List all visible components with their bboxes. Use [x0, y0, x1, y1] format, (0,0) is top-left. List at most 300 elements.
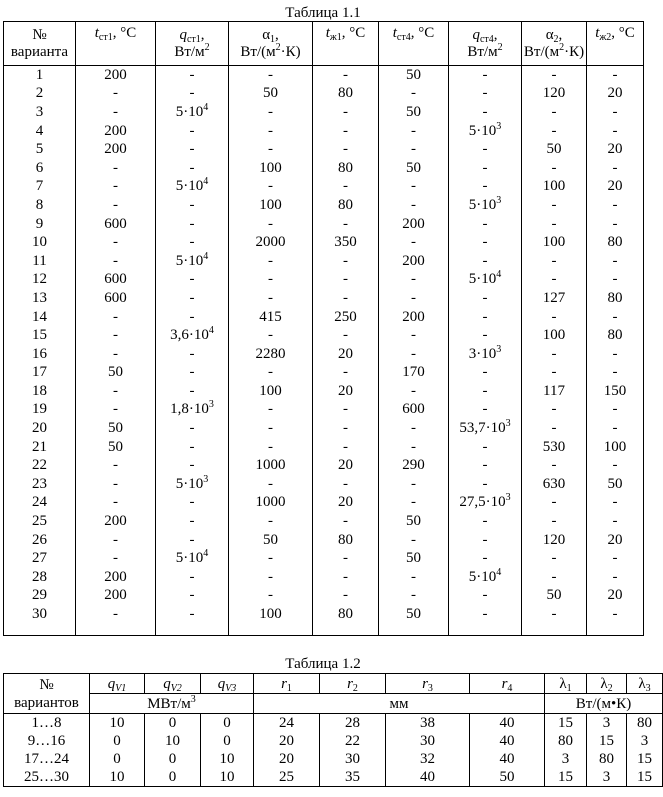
cell-t-st1: -	[76, 159, 156, 178]
table-1-2-caption: Таблица 1.2	[285, 656, 361, 672]
cell-t-zh2: -	[587, 66, 644, 85]
cell-alpha2: -	[522, 345, 587, 364]
header-r1-subscript: 1	[286, 682, 292, 694]
header-t-zh1	[313, 22, 379, 66]
table-row	[4, 512, 644, 531]
cell-t-zh2: -	[587, 122, 644, 141]
cell-t-zh2: -	[587, 308, 644, 327]
cell-alpha1: -	[229, 419, 313, 438]
cell-q-st4: -	[449, 289, 522, 308]
cell-t-st4: 600	[379, 401, 449, 420]
table-row	[4, 605, 644, 636]
cell-t-zh2: -	[587, 549, 644, 568]
cell-variant: 14	[4, 308, 76, 327]
cell-q-st1: -	[156, 419, 229, 438]
header-t-st1-subscript: ст1	[98, 32, 113, 43]
cell-alpha1: -	[229, 326, 313, 345]
cell-q-st4: -	[449, 85, 522, 104]
header-lambda1-symbol: λ	[559, 675, 567, 692]
cell-q-st4: -	[449, 364, 522, 383]
cell-lambda3: 15	[627, 768, 663, 787]
cell-alpha1: 100	[229, 159, 313, 178]
header-t-st1-unit: , °C	[112, 25, 137, 41]
cell-variant: 3	[4, 103, 76, 122]
cell-q-st1: -	[156, 456, 229, 475]
cell-variant: 18	[4, 382, 76, 401]
cell-q-st4: -	[449, 438, 522, 457]
header-t-zh2-subscript: ж2	[599, 32, 612, 43]
cell-q-st1: -	[156, 85, 229, 104]
cell-t-st4: -	[379, 419, 449, 438]
cell-r2: 30	[320, 750, 386, 768]
cell-q-st1: $3,6\cdot 10^4$	[156, 326, 229, 345]
header-lambda1-subscript: 1	[566, 682, 572, 694]
table-row	[4, 382, 644, 401]
cell-t-st1: -	[76, 475, 156, 494]
table-1-2	[3, 673, 663, 787]
cell-q-st4: -	[449, 401, 522, 420]
cell-t-zh2: 50	[587, 475, 644, 494]
header-alpha1-comma: ,	[275, 26, 279, 43]
cell-t-zh2: -	[587, 196, 644, 215]
cell-alpha2: -	[522, 252, 587, 271]
cell-t-zh1: 20	[313, 456, 379, 475]
cell-q-st1: $1,8\cdot 10^3$	[156, 401, 229, 420]
header-q-st1-symbol: q	[179, 26, 187, 43]
cell-t-zh1: 80	[313, 196, 379, 215]
table-row	[4, 364, 644, 383]
cell-q-st4: -	[449, 215, 522, 234]
cell-alpha1: -	[229, 475, 313, 494]
cell-variants: 9…16	[4, 732, 90, 750]
cell-q-st1: $5\cdot 10^4$	[156, 178, 229, 197]
cell-q-st1: -	[156, 568, 229, 587]
cell-variants: 1…8	[4, 714, 90, 733]
cell-t-st4: -	[379, 196, 449, 215]
cell-alpha1: 415	[229, 308, 313, 327]
cell-r3: 38	[386, 714, 470, 733]
header-t-st4-symbol: t	[392, 25, 397, 41]
table-row	[4, 568, 644, 587]
cell-alpha2: -	[522, 494, 587, 513]
cell-t-zh2: -	[587, 494, 644, 513]
cell-t-st1: -	[76, 401, 156, 420]
cell-t-zh1: 80	[313, 85, 379, 104]
cell-t-st1: 200	[76, 66, 156, 85]
cell-t-st4: 50	[379, 605, 449, 636]
cell-r3: 32	[386, 750, 470, 768]
table-1-2-unit-row	[4, 694, 663, 714]
cell-variant: 28	[4, 568, 76, 587]
cell-t-zh2: 100	[587, 438, 644, 457]
table-row	[4, 271, 644, 290]
cell-q-st1: -	[156, 364, 229, 383]
header-lambda3-symbol: λ	[638, 675, 646, 692]
unit-r: мм	[254, 694, 545, 714]
cell-t-st4: -	[379, 494, 449, 513]
cell-qv3: 10	[201, 750, 254, 768]
cell-variant: 21	[4, 438, 76, 457]
cell-r4: 40	[470, 732, 545, 750]
cell-t-st4: 200	[379, 215, 449, 234]
cell-t-st1: -	[76, 605, 156, 636]
header-t-st1	[76, 22, 156, 66]
cell-q-st1: $5\cdot 10^4$	[156, 252, 229, 271]
table-row	[4, 714, 663, 733]
cell-t-zh2: 20	[587, 85, 644, 104]
cell-alpha2: -	[522, 122, 587, 141]
header-variants	[4, 674, 90, 714]
cell-variant: 23	[4, 475, 76, 494]
cell-t-zh1: 350	[313, 233, 379, 252]
cell-t-zh1: -	[313, 549, 379, 568]
cell-alpha2: -	[522, 549, 587, 568]
cell-variant: 6	[4, 159, 76, 178]
table-row	[4, 308, 644, 327]
header-r4-symbol: r	[501, 675, 508, 692]
cell-q-st4: -	[449, 233, 522, 252]
header-qv3-subscript: V3	[225, 682, 237, 694]
cell-q-st1: $5\cdot 10^4$	[156, 549, 229, 568]
header-alpha2-comma: ,	[558, 26, 563, 43]
cell-alpha1: -	[229, 401, 313, 420]
header-variants-line2: вариантов	[14, 694, 79, 711]
cell-t-st4: 290	[379, 456, 449, 475]
header-t-zh2-symbol: t	[595, 25, 600, 41]
header-qv2-symbol: q	[163, 675, 171, 692]
table-row	[4, 196, 644, 215]
cell-lambda1: 3	[545, 750, 587, 768]
cell-alpha2: 100	[522, 178, 587, 197]
cell-t-zh2: -	[587, 159, 644, 178]
header-t-zh2-unit: , °C	[611, 25, 635, 41]
cell-variant: 24	[4, 494, 76, 513]
header-lambda1	[545, 674, 587, 694]
cell-t-st4: 200	[379, 308, 449, 327]
cell-t-zh1: -	[313, 326, 379, 345]
cell-t-zh1: -	[313, 271, 379, 290]
header-alpha2-unit-exp: 2	[559, 41, 565, 53]
header-q-st1	[156, 22, 229, 66]
table-row	[4, 494, 644, 513]
cell-alpha2: 100	[522, 326, 587, 345]
cell-t-zh1: -	[313, 252, 379, 271]
cell-q-st4: -	[449, 140, 522, 159]
cell-t-st1: 600	[76, 289, 156, 308]
unit-q-base: МВт/м	[147, 695, 191, 712]
cell-t-zh2: 150	[587, 382, 644, 401]
cell-variant: 13	[4, 289, 76, 308]
header-qv1	[90, 674, 145, 694]
cell-t-st4: 50	[379, 103, 449, 122]
cell-alpha2: 630	[522, 475, 587, 494]
cell-q-st1: -	[156, 233, 229, 252]
cell-lambda2: 3	[587, 714, 627, 733]
cell-alpha2: -	[522, 419, 587, 438]
cell-alpha1: -	[229, 252, 313, 271]
cell-q-st1: $5\cdot 10^3$	[156, 475, 229, 494]
table-row	[4, 531, 644, 550]
cell-t-zh1: -	[313, 587, 379, 606]
cell-t-zh2: -	[587, 345, 644, 364]
header-t-zh1-symbol: t	[325, 25, 330, 41]
header-r2	[320, 674, 386, 694]
cell-alpha1: 2280	[229, 345, 313, 364]
cell-variant: 16	[4, 345, 76, 364]
header-alpha2-subscript: 2	[553, 33, 559, 45]
cell-t-st4: -	[379, 271, 449, 290]
unit-q-exp: 3	[190, 693, 196, 705]
table-row	[4, 178, 644, 197]
cell-r1: 25	[254, 768, 320, 787]
cell-t-st1: -	[76, 85, 156, 104]
cell-q-st4: -	[449, 587, 522, 606]
cell-qv1: 10	[90, 768, 145, 787]
cell-t-zh2: 80	[587, 289, 644, 308]
table-row	[4, 750, 663, 768]
cell-r1: 24	[254, 714, 320, 733]
header-alpha2-symbol: α	[545, 26, 554, 43]
table-row	[4, 66, 644, 85]
cell-variant: 15	[4, 326, 76, 345]
header-alpha1-symbol: α	[262, 26, 271, 43]
cell-alpha2: -	[522, 605, 587, 636]
cell-t-st1: 600	[76, 271, 156, 290]
header-q-st1-unit-exp: 2	[204, 41, 210, 53]
header-r1-symbol: r	[281, 675, 287, 692]
cell-alpha2: 100	[522, 233, 587, 252]
cell-variant: 20	[4, 419, 76, 438]
cell-alpha1: 100	[229, 382, 313, 401]
cell-q-st4: $5\cdot 10^4$	[449, 568, 522, 587]
cell-qv1: 0	[90, 750, 145, 768]
cell-qv2: 0	[145, 750, 201, 768]
cell-alpha2: -	[522, 364, 587, 383]
cell-lambda3: 3	[627, 732, 663, 750]
cell-t-zh2: -	[587, 456, 644, 475]
cell-variant: 17	[4, 364, 76, 383]
unit-lambda: Вт/(м•К)	[545, 694, 663, 714]
cell-alpha1: -	[229, 140, 313, 159]
cell-q-st4: $5\cdot 10^4$	[449, 271, 522, 290]
header-r3-subscript: 3	[427, 682, 433, 694]
cell-alpha2: -	[522, 215, 587, 234]
table-row	[4, 438, 644, 457]
header-r3	[386, 674, 470, 694]
cell-alpha1: 50	[229, 85, 313, 104]
cell-t-zh1: -	[313, 215, 379, 234]
table-row	[4, 326, 644, 345]
header-alpha1-unit: Вт/(м	[240, 43, 276, 60]
cell-r2: 28	[320, 714, 386, 733]
header-lambda3-subscript: 3	[645, 682, 651, 694]
cell-variant: 5	[4, 140, 76, 159]
cell-alpha2: 117	[522, 382, 587, 401]
cell-r1: 20	[254, 750, 320, 768]
cell-variant: 30	[4, 605, 76, 636]
header-alpha2-unit: Вт/(м	[523, 43, 560, 60]
cell-variant: 29	[4, 587, 76, 606]
cell-t-st1: -	[76, 494, 156, 513]
cell-r2: 22	[320, 732, 386, 750]
cell-t-zh1: 250	[313, 308, 379, 327]
cell-t-st1: -	[76, 531, 156, 550]
header-alpha1	[229, 22, 313, 66]
cell-alpha1: 2000	[229, 233, 313, 252]
table-row	[4, 215, 644, 234]
cell-t-zh2: -	[587, 271, 644, 290]
cell-variant: 4	[4, 122, 76, 141]
cell-variant: 25	[4, 512, 76, 531]
cell-t-zh2: -	[587, 252, 644, 271]
cell-r4: 40	[470, 750, 545, 768]
cell-q-st1: -	[156, 122, 229, 141]
table-row	[4, 732, 663, 750]
cell-qv2: 0	[145, 768, 201, 787]
cell-variant: 27	[4, 549, 76, 568]
table-row	[4, 401, 644, 420]
cell-r1: 20	[254, 732, 320, 750]
cell-alpha2: 530	[522, 438, 587, 457]
header-alpha1-unit-tail: ·К)	[280, 43, 301, 60]
cell-t-st1: -	[76, 233, 156, 252]
table-row	[4, 122, 644, 141]
cell-alpha1: -	[229, 122, 313, 141]
cell-t-st4: -	[379, 345, 449, 364]
cell-q-st1: $5\cdot 10^4$	[156, 103, 229, 122]
cell-t-st1: 200	[76, 512, 156, 531]
header-q-st4-unit: Вт/м	[467, 43, 498, 60]
header-qv2-subscript: V2	[170, 682, 182, 694]
cell-alpha1: 100	[229, 196, 313, 215]
cell-t-st1: 200	[76, 140, 156, 159]
cell-alpha2: -	[522, 512, 587, 531]
cell-t-st4: 50	[379, 512, 449, 531]
header-r4-subscript: 4	[507, 682, 513, 694]
cell-alpha2: 50	[522, 140, 587, 159]
cell-q-st4: -	[449, 475, 522, 494]
cell-q-st1: -	[156, 438, 229, 457]
cell-t-st4: -	[379, 531, 449, 550]
cell-t-zh1: 80	[313, 531, 379, 550]
cell-t-st4: 170	[379, 364, 449, 383]
cell-q-st4: -	[449, 382, 522, 401]
table-row	[4, 85, 644, 104]
header-variant	[4, 22, 76, 66]
cell-t-st1: 200	[76, 122, 156, 141]
cell-alpha1: -	[229, 364, 313, 383]
cell-t-st4: 50	[379, 549, 449, 568]
cell-t-zh2: -	[587, 215, 644, 234]
cell-alpha2: 120	[522, 85, 587, 104]
header-alpha2	[522, 22, 587, 66]
cell-q-st4: -	[449, 66, 522, 85]
cell-variants: 25…30	[4, 768, 90, 787]
cell-t-zh2: -	[587, 512, 644, 531]
header-r3-symbol: r	[422, 675, 428, 692]
cell-r3: 30	[386, 732, 470, 750]
cell-qv2: 0	[145, 714, 201, 733]
cell-t-st4: -	[379, 382, 449, 401]
cell-qv3: 0	[201, 714, 254, 733]
cell-t-zh2: -	[587, 419, 644, 438]
header-alpha2-unit-tail: ·К)	[564, 43, 585, 60]
cell-t-st1: -	[76, 326, 156, 345]
cell-t-st1: 50	[76, 419, 156, 438]
cell-t-zh1: -	[313, 103, 379, 122]
table-row	[4, 289, 644, 308]
cell-t-zh2: -	[587, 605, 644, 636]
cell-t-zh1: -	[313, 401, 379, 420]
cell-q-st4: $5\cdot 10^3$	[449, 196, 522, 215]
cell-variant: 9	[4, 215, 76, 234]
table-row	[4, 475, 644, 494]
table-row	[4, 233, 644, 252]
header-q-st1-unit: Вт/м	[174, 43, 205, 60]
cell-t-zh1: -	[313, 140, 379, 159]
cell-variant: 1	[4, 66, 76, 85]
cell-alpha1: -	[229, 271, 313, 290]
cell-t-zh1: 80	[313, 159, 379, 178]
table-row	[4, 456, 644, 475]
header-lambda2	[587, 674, 627, 694]
cell-qv2: 10	[145, 732, 201, 750]
header-r1	[254, 674, 320, 694]
cell-t-st4: 50	[379, 159, 449, 178]
cell-q-st1: -	[156, 587, 229, 606]
cell-t-st1: -	[76, 456, 156, 475]
cell-t-st1: 200	[76, 568, 156, 587]
cell-t-zh2: 20	[587, 587, 644, 606]
cell-q-st4: $53,7\cdot 10^3$	[449, 419, 522, 438]
header-q-st1-subscript: ст1	[186, 33, 201, 45]
header-variant-line2: варианта	[10, 43, 69, 60]
cell-r3: 40	[386, 768, 470, 787]
cell-t-st1: -	[76, 382, 156, 401]
cell-q-st1: -	[156, 66, 229, 85]
header-qv1-symbol: q	[107, 675, 116, 692]
cell-t-zh1: -	[313, 178, 379, 197]
cell-q-st1: -	[156, 308, 229, 327]
cell-t-st4: -	[379, 438, 449, 457]
cell-lambda3: 15	[627, 750, 663, 768]
cell-alpha2: -	[522, 308, 587, 327]
cell-t-st1: -	[76, 549, 156, 568]
header-qv3-symbol: q	[217, 675, 226, 692]
cell-q-st1: -	[156, 159, 229, 178]
cell-q-st4: -	[449, 512, 522, 531]
table-row	[4, 103, 644, 122]
header-variants-line1: №	[39, 676, 54, 693]
cell-t-st4: -	[379, 568, 449, 587]
cell-q-st1: -	[156, 531, 229, 550]
table-1-1-header-row	[4, 22, 644, 66]
cell-alpha2: -	[522, 66, 587, 85]
cell-variant: 11	[4, 252, 76, 271]
cell-t-zh1: -	[313, 122, 379, 141]
cell-t-st4: -	[379, 178, 449, 197]
table-row	[4, 345, 644, 364]
table-row	[4, 159, 644, 178]
cell-alpha1: -	[229, 438, 313, 457]
cell-alpha1: -	[229, 549, 313, 568]
cell-lambda2: 3	[587, 768, 627, 787]
cell-alpha1: -	[229, 512, 313, 531]
cell-variant: 26	[4, 531, 76, 550]
cell-t-zh1: 20	[313, 382, 379, 401]
cell-q-st1: -	[156, 382, 229, 401]
cell-t-zh1: -	[313, 419, 379, 438]
